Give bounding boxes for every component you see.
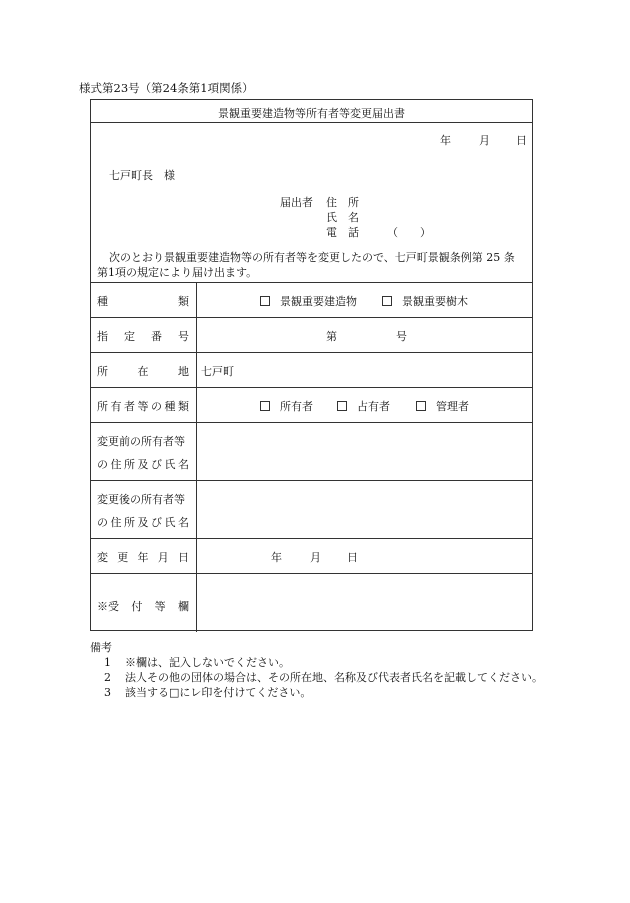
phone-parentheses: （ ） [387, 226, 431, 239]
column-divider [196, 282, 197, 632]
type-option-tree[interactable]: 景観重要樹木 [382, 293, 468, 309]
divider [91, 317, 532, 318]
divider [91, 352, 532, 353]
after-label-line-1: 変更後の所有者等 [97, 493, 185, 506]
location-value: 七戸町 [201, 365, 234, 378]
reception-label: ※受 付 等 欄 [97, 600, 189, 613]
divider [91, 573, 532, 574]
divider [91, 422, 532, 423]
designation-label: 指 定 番 号 [97, 330, 189, 343]
before-label-line-2: の 住 所 及 び 氏 名 [97, 458, 189, 471]
address-label: 住 所 [326, 196, 359, 209]
owner-kind-label: 所 有 者 等 の 種 類 [97, 400, 189, 413]
checkbox[interactable] [382, 296, 392, 306]
owner-option-manager[interactable]: 管理者 [416, 398, 469, 414]
name-label: 氏 名 [326, 211, 359, 224]
form-title: 景観重要建造物等所有者等変更届出書 [218, 107, 405, 120]
checkbox[interactable] [260, 401, 270, 411]
owner-option-owner[interactable]: 所有者 [260, 398, 313, 414]
notes [90, 640, 543, 700]
statement-line-1: 次のとおり景観重要建造物等の所有者等を変更したので、七戸町景観条例第 25 条 [109, 251, 515, 264]
before-label-line-1: 変更前の所有者等 [97, 435, 185, 448]
divider [91, 122, 532, 123]
form-frame [90, 99, 533, 631]
applicant-heading: 届出者 [280, 196, 313, 209]
header-date: 年 月 日 [440, 134, 527, 147]
owner-option-occupant[interactable]: 占有者 [337, 398, 390, 414]
addressee: 七戸町長 様 [109, 169, 175, 182]
divider [91, 538, 532, 539]
form-number-label: 様式第23号（第24条第1項関係） [79, 81, 254, 95]
notes-heading: 備考 [90, 641, 112, 654]
location-label: 所 在 地 [97, 365, 189, 378]
statement-line-2: 第1項の規定により届け出ます。 [97, 266, 258, 279]
designation-dai: 第 [326, 330, 337, 343]
note-item: 1 ※欄は、記入しないでください。 [104, 656, 290, 669]
note-item: 3 該当する□にレ印を付けてください。 [104, 686, 312, 699]
divider [91, 282, 532, 283]
change-date-value: 年 月 日 [271, 551, 358, 564]
type-option-building[interactable]: 景観重要建造物 [260, 293, 357, 309]
phone-label: 電 話 [326, 226, 359, 239]
divider [91, 480, 532, 481]
divider [91, 387, 532, 388]
after-label-line-2: の 住 所 及 び 氏 名 [97, 516, 189, 529]
designation-go: 号 [396, 330, 407, 343]
type-label: 種 類 [97, 295, 189, 308]
checkbox[interactable] [337, 401, 347, 411]
checkbox[interactable] [416, 401, 426, 411]
note-item: 2 法人その他の団体の場合は、その所在地、名称及び代表者氏名を記載してください。 [104, 671, 543, 684]
checkbox[interactable] [260, 296, 270, 306]
change-date-label: 変 更 年 月 日 [97, 551, 189, 564]
